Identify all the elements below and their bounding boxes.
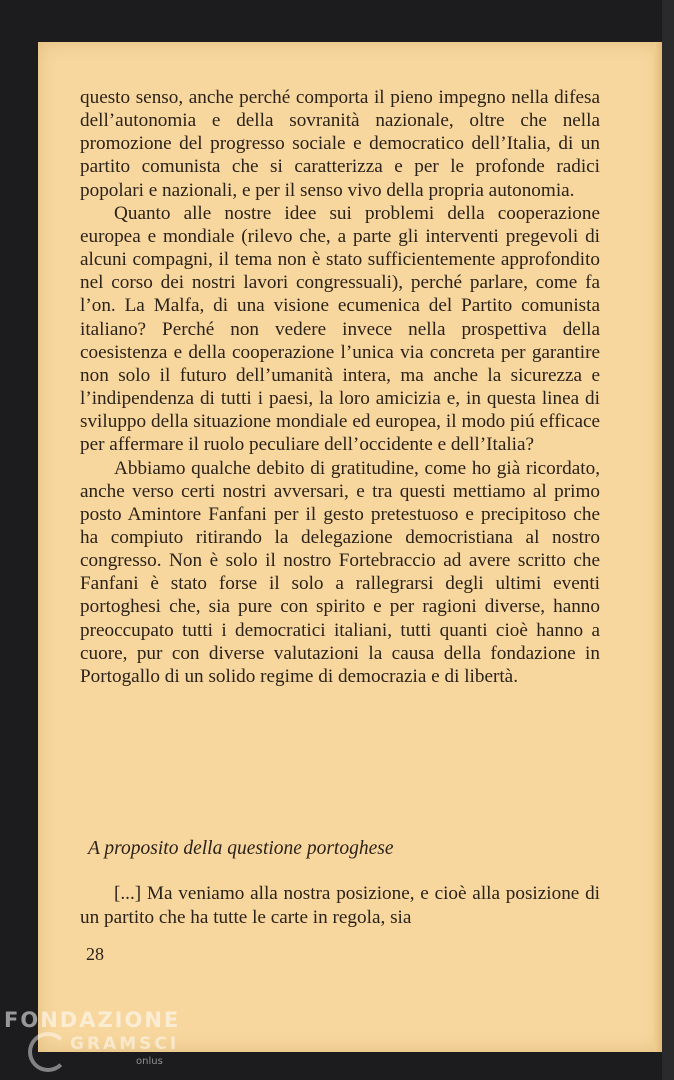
paragraph-1: questo senso, anche perché comporta il pieno impegno nella difesa dell’autonomia e della sovranità nazionale, oltre che nella promozione del progresso sociale e democratico dell’Italia, di un partito comunista che si caratterizza e per le profonde radici popolari e nazionali, e per il senso vivo della propria autonomia. [80, 87, 600, 201]
section-paragraph: [...] Ma veniamo alla nostra posizione, e cioè alla posizione di un partito che ha tutte le carte in regola, sia [80, 883, 600, 928]
scan-edge [662, 0, 674, 1080]
watermark-line1: FONDAZIONE [4, 1008, 181, 1032]
watermark-suffix: onlus [136, 1056, 163, 1067]
page-fold [654, 42, 662, 1052]
section-text [80, 882, 600, 929]
paragraph-3: Abbiamo qualche debito di gratitudine, come ho già ricordato, anche verso certi nostri avversari, e tra questi mettiamo al primo posto Amintore Fanfani per il gesto pretestuoso e precipitoso che ha compiuto ritirando la delegazione democristiana al nostro congresso. Non è solo il nostro Fortebraccio ad avere scritto che Fanfani è stato forse il solo a rallegrarsi degli ultimi eventi portoghesi che, sia pure con spirito e per ragioni diverse, hanno preoccupato tutti i democratici italiani, tutti quanti cioè hanno a cuore, pur con diverse valutazioni la causa della fondazione in Portogallo di un solido regime di democrazia e di libertà. [80, 457, 600, 687]
page-number: 28 [86, 944, 104, 964]
body-text [80, 86, 600, 688]
section-heading: A proposito della questione portoghese [88, 838, 394, 859]
paragraph-2: Quanto alle nostre idee sui problemi della cooperazione europea e mondiale (rilevo che, a parte gli interventi pregevoli di alcuni compagni, il tema non è stato sufficientemente approfondito nel corso dei nostri lavori congressuali), perché parlare, come fa l’on. La Malfa, di una visione ecumenica del Partito comunista italiano? Perché non vedere invece nella prospettiva della coesistenza e della cooperazione l’unica via concreta per garantire non solo il futuro dell’umanità intera, ma anche la sicurezza e l’indipendenza di tutti i paesi, la loro amicizia e, in questa linea di sviluppo della situazione mondiale ed europea, il modo piú efficace per affermare il ruolo peculiare dell’occidente e dell’Italia? [80, 202, 600, 456]
watermark-line2: GRAMSCI [70, 1034, 180, 1054]
